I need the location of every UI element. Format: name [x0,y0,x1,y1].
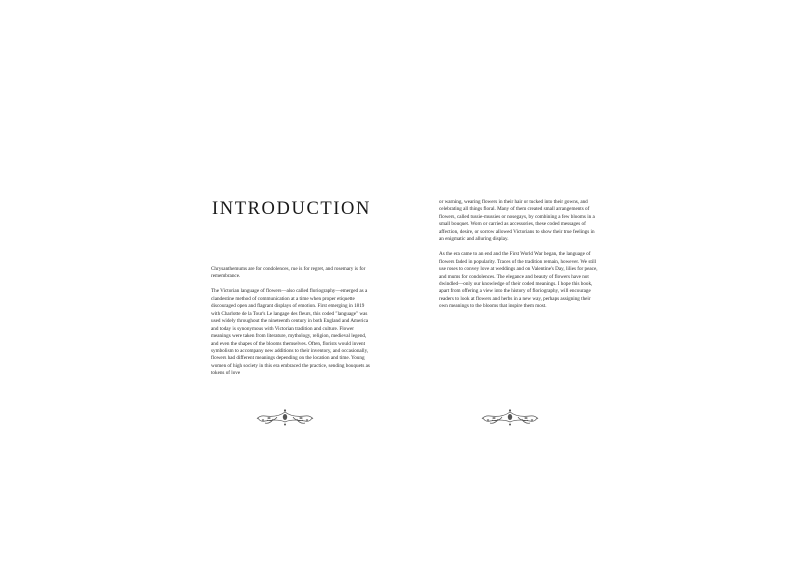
floral-flourish-icon [480,408,540,428]
floral-flourish-icon [255,408,315,428]
paragraph: or warning, wearing flowers in their hair or tucked into their gowns, and celebrating all things floral. Many of them created small arrangements of flowers, called tussie-mussies or nosegays, by combining a few blooms in a small bouquet. Worn or carried as accessories, these coded messages of affection, desire, or sorrow allowed Victorians to show their true feelings in an enigmatic and alluring display. [439,199,595,243]
left-page [200,0,370,570]
paragraph: Chrysanthemums are for condolences, rue is for regret, and rosemary is for remembrance. [211,266,366,280]
left-page-body [211,266,371,385]
paragraph: The Victorian language of flowers—also called floriography—emerged as a clandestine method of communication at a time when proper etiquette discouraged open and flagrant displays of emotion. First emerging in 1819 with Charlotte de la Tour's Le langage des fleurs, this coded "language" was used widely throughout the nineteenth century in both England and America and today is synonymous with Victorian tradition and culture. Flower meanings were taken from literature, mythology, religion, medieval legend, and even the shapes of the blooms themselves. Often, florists would invent symbolism to accompany new additions to their inventory, and occasionally, flowers had different meanings depending on the location and time. Young women of high society in this era embraced the practice, sending bouquets as tokens of love [211,288,370,377]
right-page [428,0,598,570]
right-page-body [439,199,599,318]
paragraph: As the era came to an end and the First World War began, the language of flowers faded in popularity. Traces of the tradition remain, however. We still use roses to convey love at weddings and on Valentine's Day, lilies for peace, and mums for condolences. The elegance and beauty of flowers have not dwindled—only our knowledge of their coded meanings. I hope this book, apart from offering a view into the history of floriography, will encourage readers to look at flowers and herbs in a new way, perhaps assigning their own meanings to the blooms that inspire them most. [439,251,598,310]
chapter-title: INTRODUCTION [212,199,371,219]
